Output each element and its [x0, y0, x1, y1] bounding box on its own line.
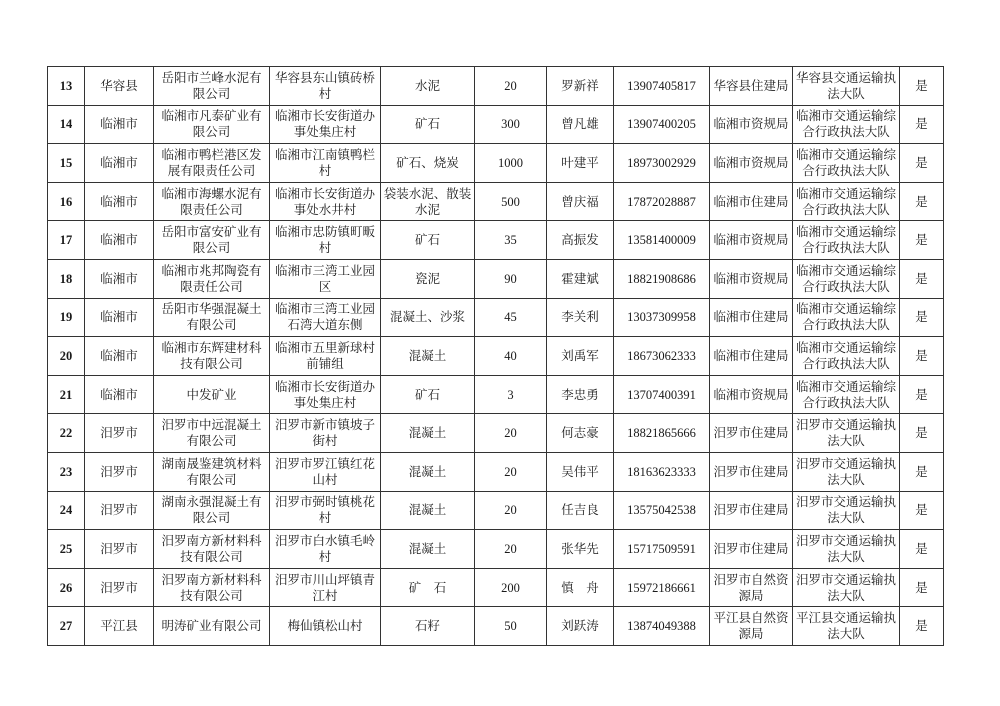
- status-flag-cell: 是: [900, 298, 944, 337]
- county-cell: 临湘市: [85, 105, 154, 144]
- row-number: 25: [48, 530, 85, 569]
- phone-number-cell: 18673062333: [614, 337, 710, 376]
- contact-person-cell: 李忠勇: [547, 375, 614, 414]
- county-cell: 临湘市: [85, 337, 154, 376]
- status-flag-cell: 是: [900, 414, 944, 453]
- supervising-agency-cell: 临湘市资规局: [710, 221, 793, 260]
- phone-number-cell: 15972186661: [614, 568, 710, 607]
- status-flag-cell: 是: [900, 530, 944, 569]
- location-cell: 临湘市长安街道办事处集庄村: [270, 105, 381, 144]
- phone-number-cell: 13581400009: [614, 221, 710, 260]
- supervising-agency-cell: 汨罗市自然资源局: [710, 568, 793, 607]
- quantity-cell: 20: [475, 67, 547, 106]
- contact-person-cell: 刘跃涛: [547, 607, 614, 646]
- enforcement-unit-cell: 汨罗市交通运输执法大队: [793, 491, 900, 530]
- contact-person-cell: 何志豪: [547, 414, 614, 453]
- county-cell: 临湘市: [85, 375, 154, 414]
- quantity-cell: 45: [475, 298, 547, 337]
- quantity-cell: 40: [475, 337, 547, 376]
- row-number: 18: [48, 259, 85, 298]
- material-cell: 矿石: [381, 105, 475, 144]
- enforcement-unit-cell: 汨罗市交通运输执法大队: [793, 568, 900, 607]
- company-name-cell: 岳阳市兰峰水泥有限公司: [154, 67, 270, 106]
- quantity-cell: 20: [475, 414, 547, 453]
- quantity-cell: 1000: [475, 144, 547, 183]
- contact-person-cell: 叶建平: [547, 144, 614, 183]
- material-cell: 混凝土、沙浆: [381, 298, 475, 337]
- contact-person-cell: 曾凡雄: [547, 105, 614, 144]
- company-name-cell: 岳阳市华强混凝土有限公司: [154, 298, 270, 337]
- quantity-cell: 20: [475, 491, 547, 530]
- supervising-agency-cell: 临湘市资规局: [710, 144, 793, 183]
- supervising-agency-cell: 临湘市资规局: [710, 105, 793, 144]
- enforcement-unit-cell: 临湘市交通运输综合行政执法大队: [793, 105, 900, 144]
- location-cell: 临湘市长安街道办事处集庄村: [270, 375, 381, 414]
- phone-number-cell: 13707400391: [614, 375, 710, 414]
- status-flag-cell: 是: [900, 337, 944, 376]
- material-cell: 混凝土: [381, 337, 475, 376]
- quantity-cell: 50: [475, 607, 547, 646]
- quantity-cell: 300: [475, 105, 547, 144]
- location-cell: 汨罗市新市镇坡子街村: [270, 414, 381, 453]
- status-flag-cell: 是: [900, 67, 944, 106]
- phone-number-cell: 13874049388: [614, 607, 710, 646]
- table-row: [48, 491, 944, 530]
- status-flag-cell: 是: [900, 607, 944, 646]
- location-cell: 梅仙镇松山村: [270, 607, 381, 646]
- enforcement-unit-cell: 平江县交通运输执法大队: [793, 607, 900, 646]
- row-number: 17: [48, 221, 85, 260]
- location-cell: 临湘市江南镇鸭栏村: [270, 144, 381, 183]
- supervising-agency-cell: 汨罗市住建局: [710, 530, 793, 569]
- county-cell: 临湘市: [85, 182, 154, 221]
- quantity-cell: 20: [475, 530, 547, 569]
- county-cell: 临湘市: [85, 298, 154, 337]
- row-number: 26: [48, 568, 85, 607]
- location-cell: 临湘市忠防镇町畈村: [270, 221, 381, 260]
- row-number: 14: [48, 105, 85, 144]
- quantity-cell: 200: [475, 568, 547, 607]
- table-row: [48, 568, 944, 607]
- county-cell: 临湘市: [85, 221, 154, 260]
- county-cell: 华容县: [85, 67, 154, 106]
- enforcement-unit-cell: 临湘市交通运输综合行政执法大队: [793, 144, 900, 183]
- company-name-cell: 汨罗南方新材料科技有限公司: [154, 568, 270, 607]
- row-number: 21: [48, 375, 85, 414]
- supervising-agency-cell: 华容县住建局: [710, 67, 793, 106]
- table-row: [48, 530, 944, 569]
- company-name-cell: 汨罗南方新材料科技有限公司: [154, 530, 270, 569]
- company-name-cell: 汨罗市中远混凝土有限公司: [154, 414, 270, 453]
- company-name-cell: 岳阳市富安矿业有限公司: [154, 221, 270, 260]
- enforcement-unit-cell: 汨罗市交通运输执法大队: [793, 452, 900, 491]
- enforcement-unit-cell: 临湘市交通运输综合行政执法大队: [793, 221, 900, 260]
- county-cell: 汨罗市: [85, 491, 154, 530]
- status-flag-cell: 是: [900, 182, 944, 221]
- enforcement-unit-cell: 临湘市交通运输综合行政执法大队: [793, 182, 900, 221]
- enforcement-unit-cell: 临湘市交通运输综合行政执法大队: [793, 259, 900, 298]
- contact-person-cell: 吴伟平: [547, 452, 614, 491]
- table-row: [48, 337, 944, 376]
- location-cell: 华容县东山镇砖桥村: [270, 67, 381, 106]
- supervising-agency-cell: 临湘市资规局: [710, 259, 793, 298]
- row-number: 15: [48, 144, 85, 183]
- contact-person-cell: 任吉良: [547, 491, 614, 530]
- status-flag-cell: 是: [900, 221, 944, 260]
- row-number: 23: [48, 452, 85, 491]
- status-flag-cell: 是: [900, 452, 944, 491]
- row-number: 27: [48, 607, 85, 646]
- company-name-cell: 临湘市海螺水泥有限责任公司: [154, 182, 270, 221]
- company-name-cell: 临湘市凡泰矿业有限公司: [154, 105, 270, 144]
- row-number: 24: [48, 491, 85, 530]
- company-name-cell: 湖南晟鉴建筑材料有限公司: [154, 452, 270, 491]
- location-cell: 汨罗市罗江镇红花山村: [270, 452, 381, 491]
- quantity-cell: 500: [475, 182, 547, 221]
- material-cell: 混凝土: [381, 530, 475, 569]
- contact-person-cell: 刘禹军: [547, 337, 614, 376]
- phone-number-cell: 13907405817: [614, 67, 710, 106]
- source-enterprise-table: [47, 66, 944, 646]
- county-cell: 汨罗市: [85, 414, 154, 453]
- location-cell: 汨罗市白水镇毛岭村: [270, 530, 381, 569]
- table-row: [48, 414, 944, 453]
- table-row: [48, 375, 944, 414]
- material-cell: 混凝土: [381, 414, 475, 453]
- status-flag-cell: 是: [900, 568, 944, 607]
- county-cell: 临湘市: [85, 144, 154, 183]
- document-page: [47, 66, 943, 646]
- supervising-agency-cell: 临湘市住建局: [710, 337, 793, 376]
- row-number: 13: [48, 67, 85, 106]
- county-cell: 汨罗市: [85, 452, 154, 491]
- phone-number-cell: 18821908686: [614, 259, 710, 298]
- supervising-agency-cell: 临湘市资规局: [710, 375, 793, 414]
- material-cell: 矿石: [381, 375, 475, 414]
- phone-number-cell: 13575042538: [614, 491, 710, 530]
- county-cell: 临湘市: [85, 259, 154, 298]
- contact-person-cell: 霍建斌: [547, 259, 614, 298]
- company-name-cell: 临湘市兆邦陶瓷有限责任公司: [154, 259, 270, 298]
- table-row: [48, 221, 944, 260]
- enforcement-unit-cell: 临湘市交通运输综合行政执法大队: [793, 298, 900, 337]
- quantity-cell: 20: [475, 452, 547, 491]
- county-cell: 汨罗市: [85, 568, 154, 607]
- supervising-agency-cell: 汨罗市住建局: [710, 414, 793, 453]
- supervising-agency-cell: 临湘市住建局: [710, 182, 793, 221]
- table-row: [48, 298, 944, 337]
- phone-number-cell: 15717509591: [614, 530, 710, 569]
- row-number: 19: [48, 298, 85, 337]
- company-name-cell: 中发矿业: [154, 375, 270, 414]
- supervising-agency-cell: 汨罗市住建局: [710, 491, 793, 530]
- contact-person-cell: 李关利: [547, 298, 614, 337]
- company-name-cell: 临湘市东辉建材科技有限公司: [154, 337, 270, 376]
- contact-person-cell: 罗新祥: [547, 67, 614, 106]
- row-number: 22: [48, 414, 85, 453]
- enforcement-unit-cell: 汨罗市交通运输执法大队: [793, 414, 900, 453]
- phone-number-cell: 18163623333: [614, 452, 710, 491]
- contact-person-cell: 曾庆福: [547, 182, 614, 221]
- table-row: [48, 452, 944, 491]
- location-cell: 临湘市长安街道办事处水井村: [270, 182, 381, 221]
- row-number: 20: [48, 337, 85, 376]
- row-number: 16: [48, 182, 85, 221]
- location-cell: 汨罗市弼时镇桃花村: [270, 491, 381, 530]
- material-cell: 矿 石: [381, 568, 475, 607]
- material-cell: 矿石、烧炭: [381, 144, 475, 183]
- quantity-cell: 35: [475, 221, 547, 260]
- location-cell: 临湘市五里新球村前铺组: [270, 337, 381, 376]
- phone-number-cell: 13037309958: [614, 298, 710, 337]
- material-cell: 袋装水泥、散装水泥: [381, 182, 475, 221]
- contact-person-cell: 高振发: [547, 221, 614, 260]
- status-flag-cell: 是: [900, 375, 944, 414]
- quantity-cell: 3: [475, 375, 547, 414]
- company-name-cell: 临湘市鸭栏港区发展有限责任公司: [154, 144, 270, 183]
- supervising-agency-cell: 平江县自然资源局: [710, 607, 793, 646]
- status-flag-cell: 是: [900, 491, 944, 530]
- enforcement-unit-cell: 临湘市交通运输综合行政执法大队: [793, 375, 900, 414]
- location-cell: 临湘市三湾工业园区: [270, 259, 381, 298]
- supervising-agency-cell: 临湘市住建局: [710, 298, 793, 337]
- enforcement-unit-cell: 华容县交通运输执法大队: [793, 67, 900, 106]
- enforcement-unit-cell: 临湘市交通运输综合行政执法大队: [793, 337, 900, 376]
- contact-person-cell: 张华先: [547, 530, 614, 569]
- supervising-agency-cell: 汨罗市住建局: [710, 452, 793, 491]
- material-cell: 水泥: [381, 67, 475, 106]
- status-flag-cell: 是: [900, 259, 944, 298]
- table-row: [48, 182, 944, 221]
- company-name-cell: 湖南永强混凝土有限公司: [154, 491, 270, 530]
- phone-number-cell: 18973002929: [614, 144, 710, 183]
- county-cell: 汨罗市: [85, 530, 154, 569]
- county-cell: 平江县: [85, 607, 154, 646]
- material-cell: 矿石: [381, 221, 475, 260]
- phone-number-cell: 18821865666: [614, 414, 710, 453]
- material-cell: 石籽: [381, 607, 475, 646]
- company-name-cell: 明涛矿业有限公司: [154, 607, 270, 646]
- phone-number-cell: 13907400205: [614, 105, 710, 144]
- status-flag-cell: 是: [900, 144, 944, 183]
- table-row: [48, 144, 944, 183]
- status-flag-cell: 是: [900, 105, 944, 144]
- quantity-cell: 90: [475, 259, 547, 298]
- table-row: [48, 105, 944, 144]
- material-cell: 混凝土: [381, 491, 475, 530]
- table-body: [48, 67, 944, 646]
- table-row: [48, 67, 944, 106]
- enforcement-unit-cell: 汨罗市交通运输执法大队: [793, 530, 900, 569]
- table-row: [48, 259, 944, 298]
- material-cell: 混凝土: [381, 452, 475, 491]
- table-row: [48, 607, 944, 646]
- material-cell: 瓷泥: [381, 259, 475, 298]
- location-cell: 临湘市三湾工业园石湾大道东侧: [270, 298, 381, 337]
- contact-person-cell: 慎 舟: [547, 568, 614, 607]
- phone-number-cell: 17872028887: [614, 182, 710, 221]
- location-cell: 汨罗市川山坪镇青江村: [270, 568, 381, 607]
